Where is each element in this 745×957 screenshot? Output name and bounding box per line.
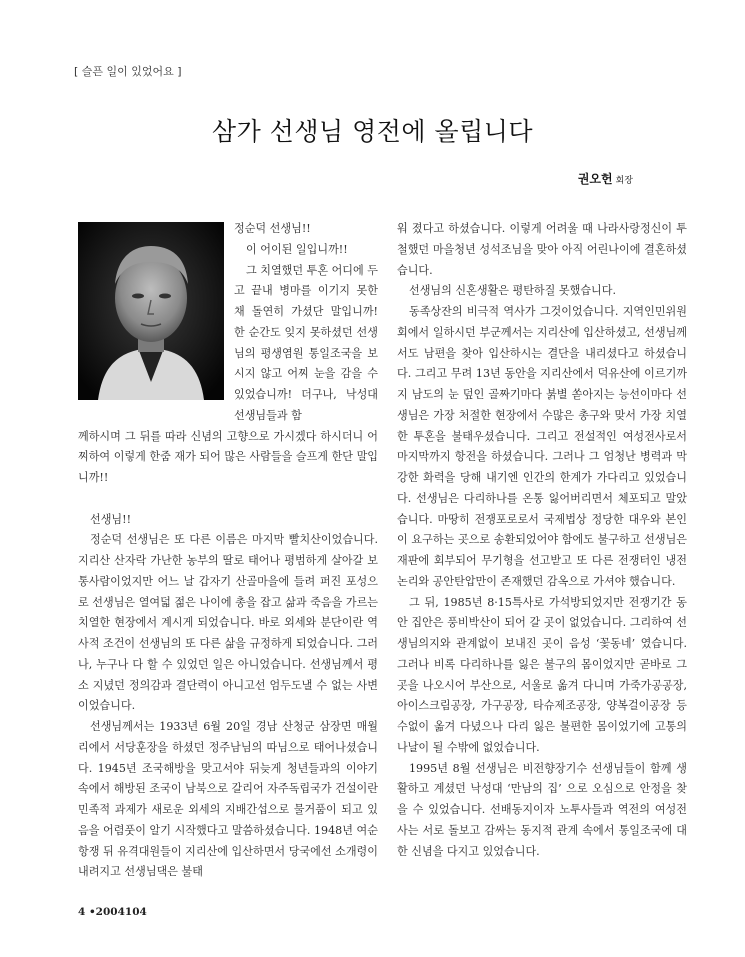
right-column <box>397 219 687 862</box>
paragraph: 이 어이된 일입니까!! <box>246 242 348 256</box>
left-column <box>78 219 378 883</box>
paragraph: 그 치열했던 투혼 어디에 두고 끝내 병마를 이기지 못한 채 돌연히 가셨단 말입니까! 한 순간도 잊지 못하셨던 선생님의 평생염원 통일조국을 보시지 않고 어찌 눈을 감을 수 있었습니까! 더구나, 낙성대 선생님들과 함 <box>234 263 378 422</box>
author-role: 회장 <box>615 176 633 186</box>
paragraph: 선생님께서는 1933년 6월 20일 경남 산청군 삼장면 매월리에서 서당훈장을 하셨던 정주남님의 따님으로 태어나셨습니다. 1945년 조국해방을 맞고서야 뒤늦게 청년들과의 이야기 속에서 해방된 조국이 남북으로 갈리어 자주독립국가 건설이란 민족적 과제가 새로운 외세의 지배간섭으로 물거품이 되고 있음을 어렴풋이 알기 시작했다고 말씀하셨습니다. 1948년 여순 항쟁 뒤 유격대원들이 지리산에 입산하면서 당국에선 소개령이 내려지고 선생님댁은 불태 <box>78 720 378 879</box>
salutation: 정순덕 선생님!! <box>234 222 311 235</box>
paragraph: 께하시며 그 뒤를 따라 신념의 고향으로 가시겠다 하시더니 어찌하여 이렇게 한줌 재가 되어 많은 사람들을 슬프게 한단 말입니까!! <box>78 429 378 484</box>
author-name: 권오헌 <box>577 172 613 186</box>
section-tag: [ 슬픈 일이 있었어요 ] <box>74 65 182 78</box>
page-footer: 4 •2004104 <box>78 906 147 918</box>
paragraph: 그 뒤, 1985년 8·15특사로 가석방되었지만 전쟁기간 동안 집안은 풍비박산이 되어 갈 곳이 없었습니다. 그리하여 선생님의지와 관계없이 보내진 곳이 음성 ‘꽃동네’ 였습니다. 그러나 비록 다리하나를 잃은 불구의 몸이었지만 곧바로 그곳을 나오시어 부산으로, 서울로 옮겨 다니며 가죽가공공장, 아이스크림공장, 가구공장, 타슈제조공장, 양복걸이공장 등 수없이 옮겨 다녔으나 다리 잃은 불편한 몸이었기에 고통의 나날이 될 수밖에 없었습니다. <box>397 595 687 754</box>
paragraph: 1995년 8월 선생님은 비전향장기수 선생님들이 함께 생활하고 계셨던 낙성대 ‘만남의 집’ 으로 오심으로 안정을 찾을 수 있었습니다. 선배동지이자 노투사들과 역전의 여성전사는 서로 돌보고 감싸는 동지적 관계 속에서 통일조국에 대한 신념을 다지고 있었습니다. <box>397 761 687 858</box>
paragraph: 정순덕 선생님은 또 다른 이름은 마지막 빨치산이었습니다. 지리산 산자락 가난한 농부의 딸로 태어나 평범하게 살아갈 보통사람이었지만 어느 날 갑자기 산골마을에 들려 퍼진 포성으로 선생님은 열여덟 젊은 나이에 총을 잡고 삶과 죽음을 가르는 치열한 현장에서 계시게 되었습니다. 바로 외세와 분단이란 역사적 조건이 선생님의 또 다른 삶을 규정하게 되었습니다. 그러나, 누구나 다 할 수 있었던 일은 아니었습니다. 선생님께서 평소 지녔던 정의감과 결단력이 아니고선 엄두도낼 수 없는 사변이었습니다. <box>78 533 378 713</box>
paragraph: 선생님!! <box>90 512 132 526</box>
paragraph: 워 졌다고 하셨습니다. 이렇게 어려울 때 나라사랑정신이 투철했던 마을청년 성석조님을 맞아 아직 어린나이에 결혼하셨습니다. <box>397 222 687 277</box>
paragraph: 선생님의 신혼생활은 평탄하질 못했습니다. <box>409 284 617 298</box>
author <box>578 170 633 187</box>
paragraph: 동족상잔의 비극적 역사가 그것이었습니다. 지역인민위원회에서 일하시던 부군께서는 지리산에 입산하셨고, 선생님께서도 남편을 찾아 입산하시는 결단을 내리셨다고 하셨습니다. 그리고 무려 13년 동안을 지리산에서 덕유산에 이르기까지 남도의 눈 덮인 골짜기마다 붉별 쏟아지는 능선이마다 선생님은 가장 처절한 현장에서 수많은 총구와 맞서 가장 치열한 투혼을 불태우셨습니다. 그리고 전설적인 여성전사로서 마지막까지 항전을 하셨습니다. 그러나 그 엄청난 병력과 막강한 화력을 당해 내기엔 인간의 한계가 가다리고 있었습니다. 선생님은 다리하나를 온통 잃어버리면서 체포되고 말았습니다. 마땅히 전쟁포로로서 국제법상 정당한 대우와 본인이 요구하는 곳으로 송환되었어야 함에도 불구하고 선생님은 재판에 회부되어 무기형을 선고받고 또 다른 전쟁터인 냉전논리와 공안탄압만이 존재했던 감옥으로 가셔야 했습니다. <box>397 305 687 588</box>
page-title: 삼가 선생님 영전에 올립니다 <box>211 117 534 146</box>
